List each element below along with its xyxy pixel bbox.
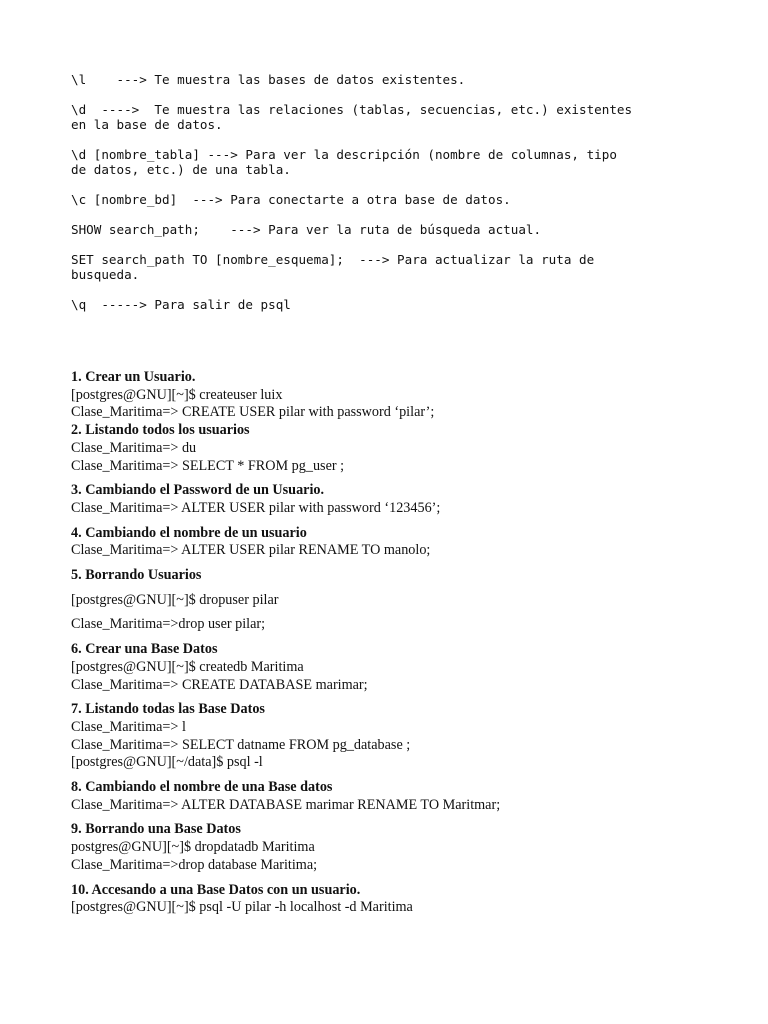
command-line: Clase_Maritima=> CREATE DATABASE marimar; [71,676,368,693]
section-title: 9. Borrando una Base Datos [71,821,241,838]
psql-command-quit: \q -----> Para salir de psql [71,297,291,312]
psql-command-set-search-path: SET search_path TO [nombre_esquema]; ---> Para actualizar la ruta de busqueda. [71,252,595,282]
command-line: Clase_Maritima=> ALTER USER pilar with password ‘123456’; [71,499,441,516]
psql-command-describe-table: \d [nombre_tabla] ---> Para ver la descripción (nombre de columnas, tipo de datos, etc.) de una tabla. [71,147,617,177]
command-line: Clase_Maritima=>drop user pilar; [71,616,266,633]
psql-commands-list [71,72,691,327]
command-line: [postgres@GNU][~]$ createdb Maritima [71,658,304,675]
section-rename-user [71,525,711,560]
section-title: 6. Crear una Base Datos [71,641,218,658]
psql-command-list-relations: \d ----> Te muestra las relaciones (tablas, secuencias, etc.) existentes en la base de datos. [71,102,633,132]
section-title: 5. Borrando Usuarios [71,567,202,584]
command-line: Clase_Maritima=> ALTER DATABASE marimar RENAME TO Maritmar; [71,796,501,813]
section-title: 4. Cambiando el nombre de un usuario [71,524,307,541]
section-title: 1. Crear un Usuario. [71,369,196,385]
command-line: [postgres@GNU][~]$ createuser luix [71,386,283,403]
section-drop-database [71,821,711,874]
command-line: Clase_Maritima=> du [71,439,197,456]
psql-command-list-databases: \l ---> Te muestra las bases de datos existentes. [71,72,466,87]
psql-command-connect-database: \c [nombre_bd] ---> Para conectarte a otra base de datos. [71,192,511,207]
section-create-user [71,369,711,422]
section-title: 2. Listando todos los usuarios [71,422,250,439]
section-list-users [71,422,711,475]
section-drop-users [71,567,711,634]
section-access-database [71,882,711,917]
section-title: 8. Cambiando el nombre de una Base datos [71,779,333,796]
command-line: Clase_Maritima=>drop database Maritima; [71,856,318,873]
command-line: Clase_Maritima=> ALTER USER pilar RENAME TO manolo; [71,542,431,559]
command-line: Clase_Maritima=> SELECT datname FROM pg_database ; [71,736,411,753]
command-line: [postgres@GNU][~]$ psql -U pilar -h localhost -d Maritima [71,899,413,916]
section-title: 3. Cambiando el Password de un Usuario. [71,482,325,499]
command-line: [postgres@GNU][~]$ dropuser pilar [71,591,279,608]
section-list-databases [71,701,711,772]
command-line: Clase_Maritima=> l [71,718,186,735]
psql-command-show-search-path: SHOW search_path; ---> Para ver la ruta de búsqueda actual. [71,222,542,237]
section-create-database [71,641,711,694]
section-title: 7. Listando todas las Base Datos [71,701,265,718]
section-rename-database [71,779,711,814]
command-line: Clase_Maritima=> CREATE USER pilar with password ‘pilar’; [71,404,435,421]
postgres-steps [71,369,711,924]
command-line: postgres@GNU][~]$ dropdatadb Maritima [71,839,315,856]
command-line: [postgres@GNU][~/data]$ psql -l [71,754,263,771]
section-title: 10. Accesando a una Base Datos con un usuario. [71,881,361,898]
command-line: Clase_Maritima=> SELECT * FROM pg_user ; [71,457,345,474]
section-change-password [71,482,711,517]
